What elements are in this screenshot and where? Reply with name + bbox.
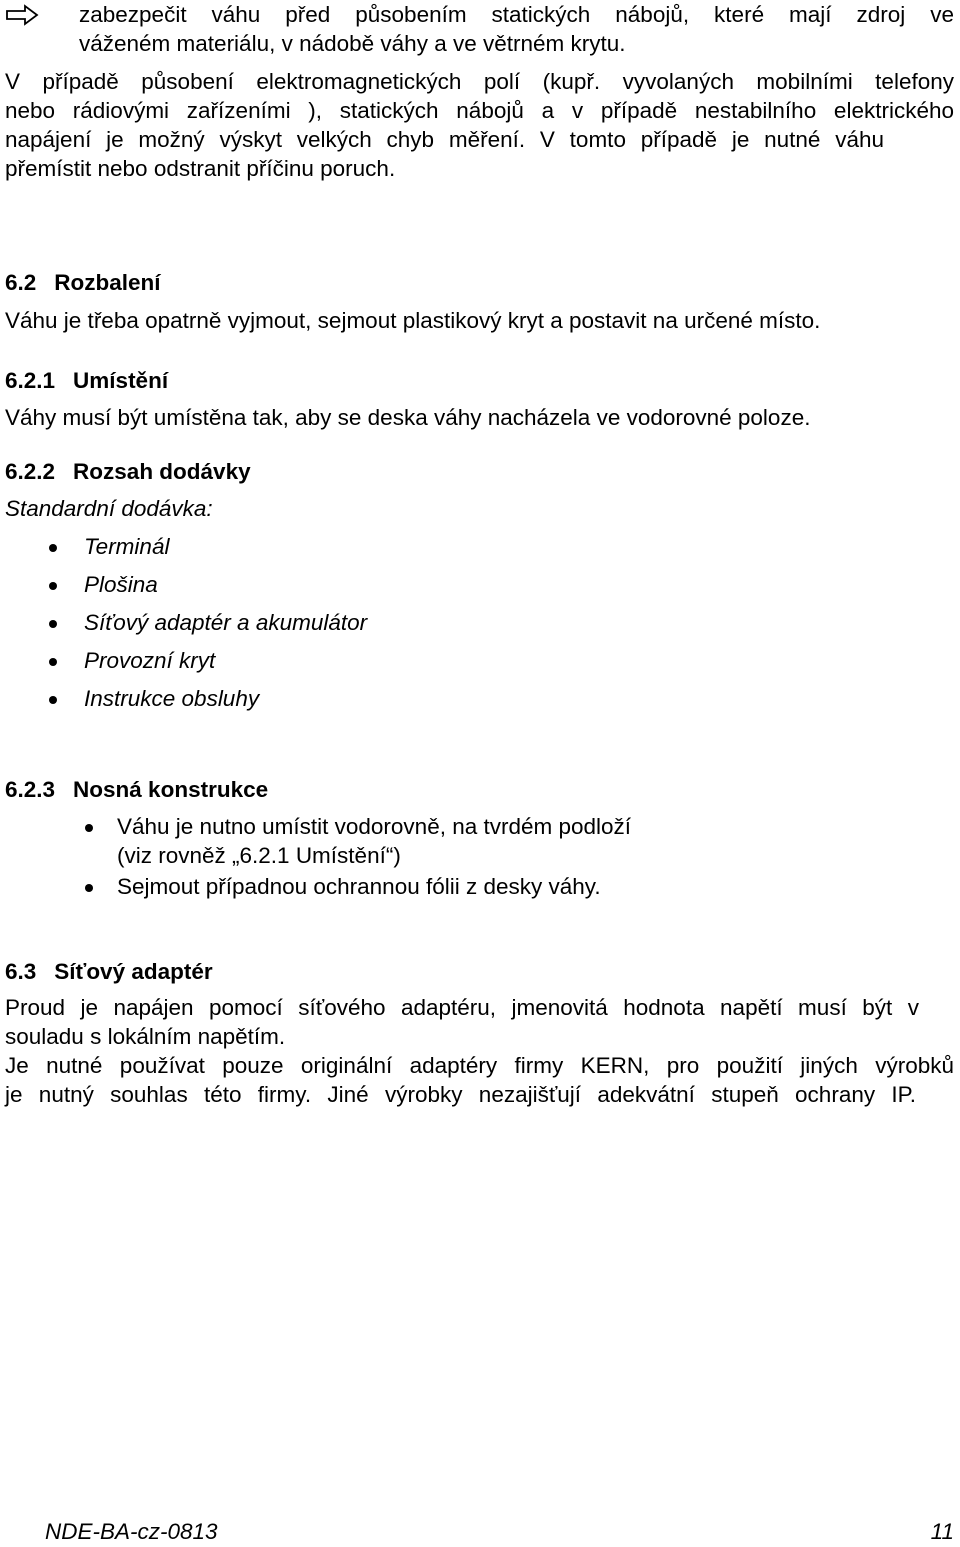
list-item: [0, 608, 960, 646]
filled-circle-bullet-icon: [49, 544, 57, 552]
intro-line-4: přemístit nebo odstranit příčinu poruch.: [5, 156, 396, 181]
arrow-bullet-line-1: zabezpečit váhu před působením statických nábojů, které mají zdroj ve: [79, 2, 954, 27]
heading-6-2-2-title: Rozsah dodávky: [73, 459, 251, 484]
delivery-list: [0, 532, 960, 722]
heading-6-2-3-number: 6.2.3: [5, 777, 56, 802]
intro-line-3: napájení je možný výskyt velkých chyb měření. V tomto případě je nutné váhu: [5, 127, 884, 152]
support-item-1: [117, 812, 631, 870]
filled-circle-bullet-icon: [49, 696, 57, 704]
heading-6-2-1-number: 6.2.1: [5, 368, 56, 393]
section-6-3-line-4: je nutný souhlas této firmy. Jiné výrobky nezajišťují adekvátní stupeň ochrany IP.: [5, 1082, 916, 1107]
list-item: [0, 570, 960, 608]
heading-6-2-2: [5, 457, 954, 486]
heading-6-2-1-title: Umístění: [73, 368, 169, 393]
footer-doc-code: NDE-BA-cz-0813: [45, 1519, 218, 1544]
section-6-2-2-subtitle: Standardní dodávka:: [5, 496, 213, 521]
list-item-text: Síťový adaptér a akumulátor: [84, 610, 368, 635]
list-item: [0, 532, 960, 570]
heading-6-2-3-title: Nosná konstrukce: [73, 777, 269, 802]
heading-6-3: [5, 957, 954, 986]
heading-6-3-title: Síťový adaptér: [54, 959, 213, 984]
filled-circle-bullet-icon: [85, 824, 93, 832]
section-6-3-line-3: Je nutné používat pouze originální adaptéry firmy KERN, pro použití jiných výrobků: [5, 1053, 954, 1078]
heading-6-2-2-number: 6.2.2: [5, 459, 56, 484]
support-item-1-line-2: (viz rovněž „6.2.1 Umístění“): [117, 843, 401, 868]
page-footer: [45, 1517, 954, 1546]
section-6-3-line-2: souladu s lokálním napětím.: [5, 1024, 286, 1049]
hollow-right-arrow-icon: [5, 4, 39, 26]
filled-circle-bullet-icon: [49, 658, 57, 666]
arrow-bullet-text: [79, 0, 954, 58]
intro-line-1: V případě působení elektromagnetických polí (kupř. vyvolaných mobilními telefony: [5, 69, 954, 94]
intro-paragraph: [5, 67, 954, 183]
filled-circle-bullet-icon: [49, 582, 57, 590]
heading-6-3-number: 6.3: [5, 959, 37, 984]
list-item: [0, 684, 960, 722]
support-item-1-line-1: Váhu je nutno umístit vodorovně, na tvrdém podloží: [117, 814, 632, 839]
section-6-2-1-text: Váhy musí být umístěna tak, aby se deska váhy nacházela ve vodorovné poloze.: [5, 405, 811, 430]
list-item-text: Plošina: [84, 572, 158, 597]
list-item-text: Provozní kryt: [84, 648, 216, 673]
arrow-bullet-line-2: váženém materiálu, v nádobě váhy a ve větrném krytu.: [79, 31, 626, 56]
footer-page-number: 11: [930, 1519, 954, 1544]
support-item-2: Sejmout případnou ochrannou fólii z desky váhy.: [117, 874, 601, 899]
heading-6-2-title: Rozbalení: [54, 270, 161, 295]
section-6-2-text: Váhu je třeba opatrně vyjmout, sejmout plastikový kryt a postavit na určené místo.: [5, 308, 821, 333]
heading-6-2-3: [5, 775, 954, 804]
filled-circle-bullet-icon: [49, 620, 57, 628]
heading-6-2-number: 6.2: [5, 270, 37, 295]
list-item-text: Terminál: [84, 534, 170, 559]
heading-6-2: [5, 268, 954, 297]
intro-line-2: nebo rádiovými zařízeními ), statických nábojů a v případě nestabilního elektrického: [5, 98, 954, 123]
filled-circle-bullet-icon: [85, 884, 93, 892]
heading-6-2-1: [5, 366, 954, 395]
list-item: [0, 646, 960, 684]
list-item-text: Instrukce obsluhy: [84, 686, 260, 711]
section-6-3-text: [5, 993, 954, 1109]
section-6-3-line-1: Proud je napájen pomocí síťového adaptéru, jmenovitá hodnota napětí musí být v: [5, 995, 919, 1020]
